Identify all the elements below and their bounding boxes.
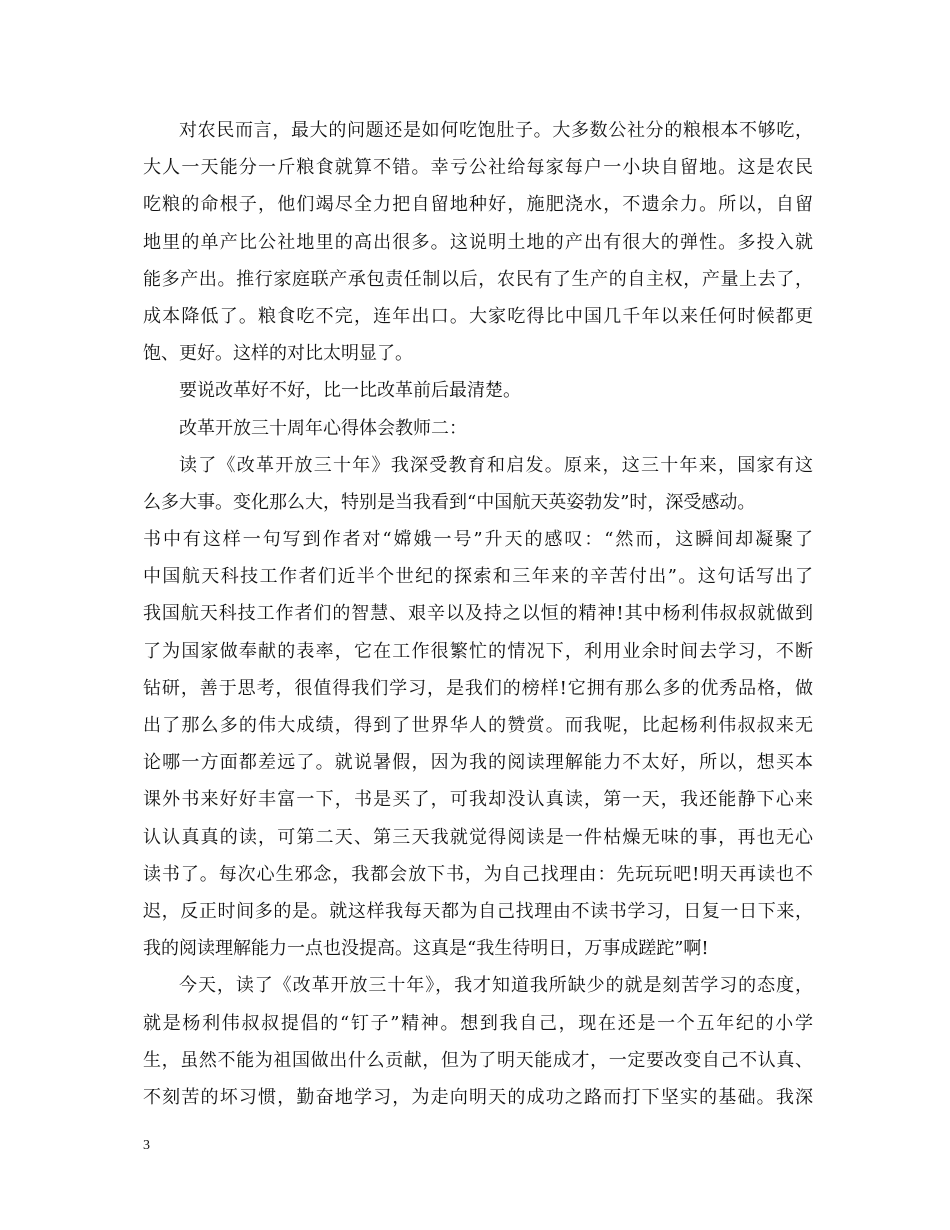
text-line: 读书了。每次心生邪念，我都会放下书，为自己找理由：先玩玩吧!明天再读也不 (143, 863, 813, 885)
text-line: 课外书来好好丰富一下，书是买了，可我却没认真读，第一天，我还能静下心来 (143, 789, 813, 811)
text-line: 地里的单产比公社地里的高出很多。这说明土地的产出有很大的弹性。多投入就 (143, 231, 813, 253)
text-line: 论哪一方面都差远了。就说暑假，因为我的阅读理解能力不太好，所以，想买本 (143, 752, 813, 774)
section-heading: 改革开放三十周年心得体会教师二： (179, 417, 467, 439)
body-text (143, 112, 813, 1116)
text-line: 要说改革好不好，比一比改革前后最清楚。 (179, 380, 521, 402)
text-line: 出了那么多的伟大成绩，得到了世界华人的赞赏。而我呢，比起杨利伟叔叔来无 (143, 715, 813, 736)
text-line: 了为国家做奉献的表率，它在工作很繁忙的情况下，利用业余时间去学习，不断 (143, 640, 813, 662)
text-line: 我国航天科技工作者们的智慧、艰辛以及持之以恒的精神!其中杨利伟叔叔就做到 (143, 603, 813, 625)
text-line: 钻研，善于思考，很值得我们学习，是我们的榜样!它拥有那么多的优秀品格，做 (143, 677, 813, 699)
text-line: 大人一天能分一斤粮食就算不错。幸亏公社给每家每户一小块自留地。这是农民 (143, 157, 813, 179)
text-line: 读了《改革开放三十年》我深受教育和启发。原来，这三十年来，国家有这 (179, 454, 813, 476)
text-line: 么多大事。变化那么大，特别是当我看到“中国航天英姿勃发”时，深受感动。 (143, 491, 756, 513)
page-number: 3 (143, 1138, 150, 1153)
text-line: 饱、更好。这样的对比太明显了。 (143, 343, 413, 365)
text-line: 我的阅读理解能力一点也没提高。这真是“我生待明日，万事成蹉跎”啊! (143, 938, 709, 960)
text-line: 不刻苦的坏习惯，勤奋地学习，为走向明天的成功之路而打下坚实的基础。我深 (143, 1086, 813, 1108)
text-line: 就是杨利伟叔叔提倡的“钉子”精神。想到我自己，现在还是一个五年纪的小学 (143, 1012, 813, 1034)
text-line: 吃粮的命根子，他们竭尽全力把自留地种好，施肥浇水，不遗余力。所以，自留 (143, 194, 813, 216)
text-line: 认认真真的读，可第二天、第三天我就觉得阅读是一件枯燥无味的事，再也无心 (143, 826, 813, 848)
text-line: 今天，读了《改革开放三十年》，我才知道我所缺少的就是刻苦学习的态度， (179, 975, 813, 997)
text-line: 书中有这样一句写到作者对“嫦娥一号”升天的感叹：“然而，这瞬间却凝聚了 (143, 529, 813, 551)
text-line: 迟，反正时间多的是。就这样我每天都为自己找理由不读书学习，日复一日下来， (143, 900, 813, 922)
text-line: 中国航天科技工作者们近半个世纪的探索和三年来的辛苦付出”。这句话写出了 (143, 566, 813, 588)
text-line: 生，虽然不能为祖国做出什么贡献，但为了明天能成才，一定要改变自己不认真、 (143, 1049, 813, 1071)
text-line: 对农民而言，最大的问题还是如何吃饱肚子。大多数公社分的粮根本不够吃， (179, 120, 813, 141)
text-line: 成本降低了。粮食吃不完，连年出口。大家吃得比中国几千年以来任何时候都更 (143, 305, 813, 327)
text-line: 能多产出。推行家庭联产承包责任制以后，农民有了生产的自主权，产量上去了， (143, 268, 813, 290)
